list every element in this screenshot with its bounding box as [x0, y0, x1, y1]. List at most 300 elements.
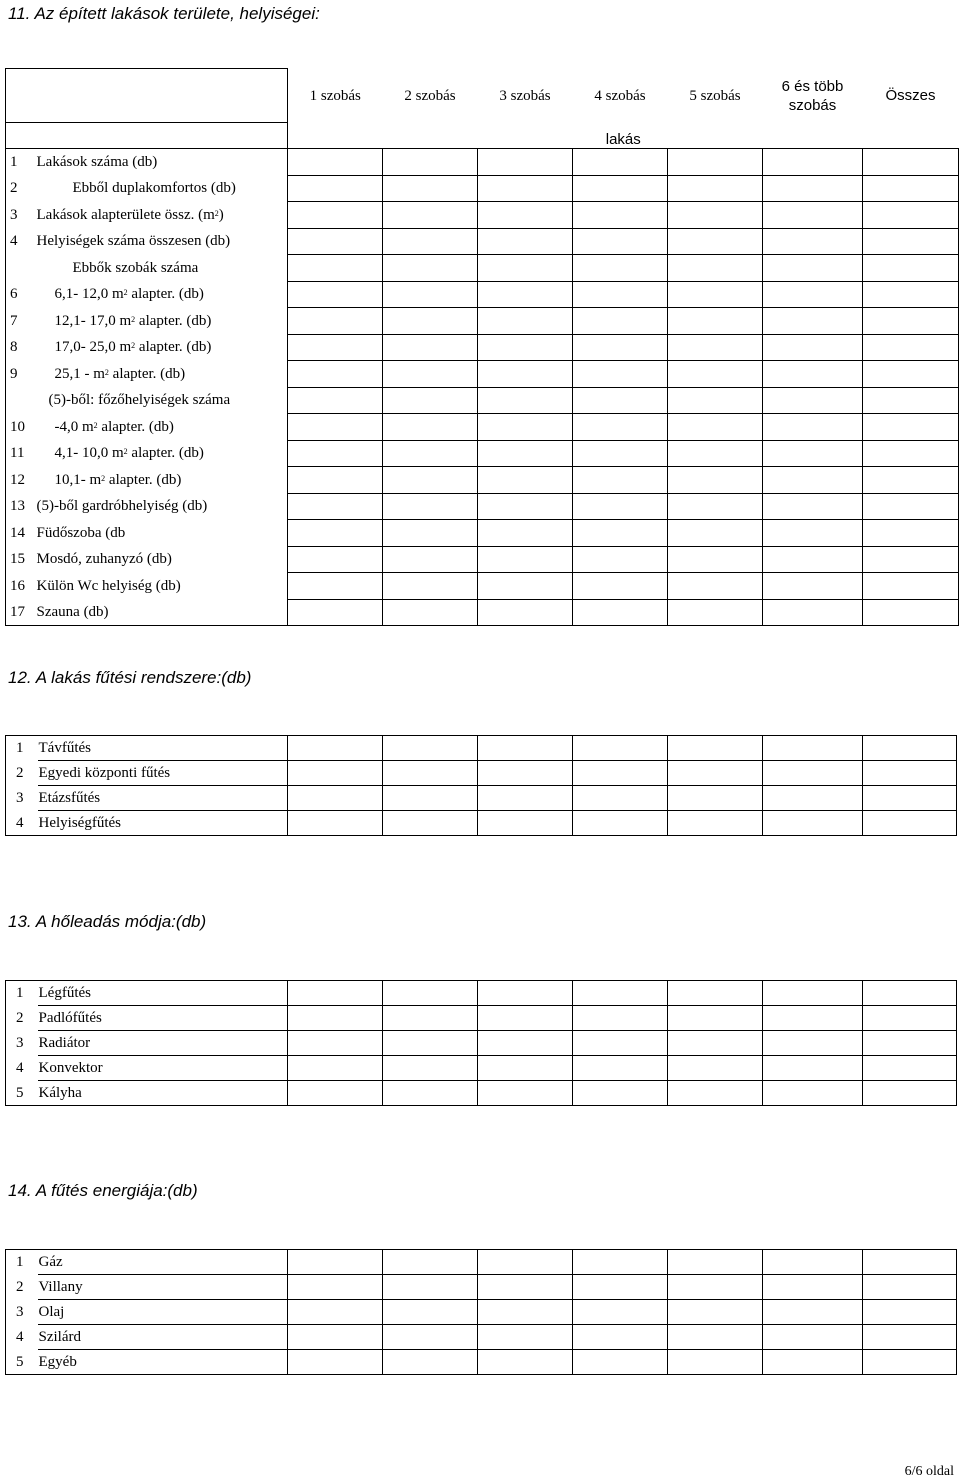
table-row	[6, 811, 957, 836]
input-cell[interactable]	[573, 981, 668, 1006]
input-cell[interactable]	[573, 255, 668, 282]
input-cell[interactable]	[763, 599, 863, 626]
table-row	[6, 440, 959, 467]
input-cell[interactable]	[478, 228, 573, 255]
table-row	[6, 1031, 957, 1056]
input-cell[interactable]	[763, 175, 863, 202]
input-cell[interactable]	[383, 414, 478, 441]
table-row	[6, 1325, 957, 1350]
input-cell[interactable]	[383, 255, 478, 282]
input-cell[interactable]	[573, 573, 668, 600]
row-number: 11	[6, 440, 36, 467]
row-label: Konvektor	[38, 1056, 288, 1081]
input-cell[interactable]	[383, 599, 478, 626]
input-cell[interactable]	[288, 1056, 383, 1081]
input-cell[interactable]	[288, 981, 383, 1006]
input-cell[interactable]	[573, 520, 668, 547]
input-cell[interactable]	[478, 493, 573, 520]
input-cell[interactable]	[478, 255, 573, 282]
row-number: 4	[6, 1056, 38, 1081]
input-cell[interactable]	[573, 1250, 668, 1275]
table-row	[6, 334, 959, 361]
input-cell[interactable]	[478, 414, 573, 441]
row-label: (5)-ből gardróbhelyiség (db)	[36, 493, 288, 520]
input-cell[interactable]	[288, 281, 383, 308]
row-number: 17	[6, 599, 36, 626]
input-cell[interactable]	[573, 786, 668, 811]
input-cell[interactable]	[763, 736, 863, 761]
input-cell[interactable]	[478, 387, 573, 414]
heating-system-table	[5, 735, 957, 836]
input-cell[interactable]	[763, 414, 863, 441]
superscript: 2	[123, 447, 128, 457]
input-cell[interactable]	[478, 736, 573, 761]
input-cell[interactable]	[573, 761, 668, 786]
row-label: Helyiségfűtés	[38, 811, 288, 836]
input-cell[interactable]	[288, 414, 383, 441]
input-cell[interactable]	[763, 255, 863, 282]
input-cell[interactable]	[668, 981, 763, 1006]
input-cell[interactable]	[573, 1300, 668, 1325]
table-row	[6, 308, 959, 335]
table-row	[6, 1056, 957, 1081]
input-cell[interactable]	[668, 255, 763, 282]
input-cell[interactable]	[573, 1325, 668, 1350]
input-cell[interactable]	[763, 1006, 863, 1031]
row-number: 3	[6, 1300, 38, 1325]
input-cell[interactable]	[383, 228, 478, 255]
input-cell[interactable]	[863, 1325, 957, 1350]
column-header: 6 és több szobás	[781, 77, 844, 114]
input-cell[interactable]	[478, 761, 573, 786]
row-label: Külön Wc helyiség (db)	[36, 573, 288, 600]
superscript: 2	[131, 314, 136, 324]
section-13-title: 13. A hőleadás módja:(db)	[8, 912, 207, 931]
input-cell[interactable]	[478, 546, 573, 573]
input-cell[interactable]	[763, 761, 863, 786]
input-cell[interactable]	[863, 1275, 957, 1300]
row-number: 3	[6, 786, 38, 811]
input-cell[interactable]	[383, 520, 478, 547]
area-rooms-table	[5, 68, 959, 626]
input-cell[interactable]	[763, 1275, 863, 1300]
input-cell[interactable]	[288, 467, 383, 494]
input-cell[interactable]	[763, 228, 863, 255]
table-row	[6, 1081, 957, 1106]
input-cell[interactable]	[763, 493, 863, 520]
input-cell[interactable]	[288, 308, 383, 335]
input-cell[interactable]	[478, 599, 573, 626]
input-cell[interactable]	[288, 761, 383, 786]
input-cell[interactable]	[478, 1031, 573, 1056]
input-cell[interactable]	[288, 440, 383, 467]
input-cell[interactable]	[668, 281, 763, 308]
input-cell[interactable]	[383, 387, 478, 414]
input-cell[interactable]	[288, 228, 383, 255]
section-14-title: 14. A fűtés energiája:(db)	[8, 1181, 198, 1200]
row-number: 2	[6, 761, 38, 786]
row-number: 10	[6, 414, 36, 441]
input-cell[interactable]	[763, 811, 863, 836]
input-cell[interactable]	[573, 202, 668, 229]
input-cell[interactable]	[288, 1300, 383, 1325]
input-cell[interactable]	[863, 599, 959, 626]
input-cell[interactable]	[863, 308, 959, 335]
superscript: 2	[214, 208, 219, 218]
input-cell[interactable]	[668, 546, 763, 573]
table-row	[6, 573, 959, 600]
input-cell[interactable]	[383, 573, 478, 600]
input-cell[interactable]	[668, 761, 763, 786]
input-cell[interactable]	[573, 149, 668, 176]
input-cell[interactable]	[573, 546, 668, 573]
input-cell[interactable]	[668, 786, 763, 811]
row-label: Gáz	[38, 1250, 288, 1275]
column-header: 1 szobás	[309, 87, 361, 104]
input-cell[interactable]	[288, 599, 383, 626]
input-cell[interactable]	[668, 573, 763, 600]
input-cell[interactable]	[478, 811, 573, 836]
input-cell[interactable]	[288, 546, 383, 573]
row-number: 7	[6, 308, 36, 335]
input-cell[interactable]	[863, 811, 957, 836]
input-cell[interactable]	[383, 546, 478, 573]
input-cell[interactable]	[288, 520, 383, 547]
input-cell[interactable]	[478, 1006, 573, 1031]
input-cell[interactable]	[478, 1300, 573, 1325]
input-cell[interactable]	[478, 440, 573, 467]
column-header: 2 szobás	[404, 87, 456, 104]
input-cell[interactable]	[863, 149, 959, 176]
row-label: Radiátor	[38, 1031, 288, 1056]
input-cell[interactable]	[383, 493, 478, 520]
input-cell[interactable]	[668, 811, 763, 836]
input-cell[interactable]	[863, 1056, 957, 1081]
input-cell[interactable]	[478, 1350, 573, 1375]
input-cell[interactable]	[478, 361, 573, 388]
row-label: Egyéb	[38, 1350, 288, 1375]
superscript: 2	[101, 473, 106, 483]
input-cell[interactable]	[383, 1350, 478, 1375]
row-number: 3	[6, 202, 36, 229]
input-cell[interactable]	[863, 361, 959, 388]
input-cell[interactable]	[288, 1275, 383, 1300]
input-cell[interactable]	[668, 387, 763, 414]
input-cell[interactable]	[863, 202, 959, 229]
input-cell[interactable]	[478, 1275, 573, 1300]
input-cell[interactable]	[668, 228, 763, 255]
input-cell[interactable]	[763, 281, 863, 308]
input-cell[interactable]	[573, 1275, 668, 1300]
input-cell[interactable]	[478, 520, 573, 547]
input-cell[interactable]	[668, 414, 763, 441]
input-cell[interactable]	[478, 467, 573, 494]
input-cell[interactable]	[383, 981, 478, 1006]
input-cell[interactable]	[863, 467, 959, 494]
input-cell[interactable]	[573, 281, 668, 308]
table-row	[6, 467, 959, 494]
input-cell[interactable]	[763, 1350, 863, 1375]
input-cell[interactable]	[288, 811, 383, 836]
row-number: 2	[6, 175, 36, 202]
input-cell[interactable]	[763, 1031, 863, 1056]
input-cell[interactable]	[288, 361, 383, 388]
table-row	[6, 1250, 957, 1275]
row-label: 17,0- 25,0 $m^2$ alapter. (db)	[36, 334, 288, 361]
input-cell[interactable]	[573, 1081, 668, 1106]
column-header: 3 szobás	[499, 87, 551, 104]
input-cell[interactable]	[763, 1056, 863, 1081]
input-cell[interactable]	[763, 361, 863, 388]
input-cell[interactable]	[383, 175, 478, 202]
table-row	[6, 414, 959, 441]
input-cell[interactable]	[288, 334, 383, 361]
input-cell[interactable]	[383, 1031, 478, 1056]
input-cell[interactable]	[383, 1275, 478, 1300]
input-cell[interactable]	[668, 1300, 763, 1325]
row-number: 5	[6, 1081, 38, 1106]
input-cell[interactable]	[288, 1325, 383, 1350]
input-cell[interactable]	[863, 1031, 957, 1056]
input-cell[interactable]	[573, 228, 668, 255]
input-cell[interactable]	[863, 175, 959, 202]
input-cell[interactable]	[288, 573, 383, 600]
row-number: 1	[6, 1250, 38, 1275]
input-cell[interactable]	[573, 308, 668, 335]
input-cell[interactable]	[383, 440, 478, 467]
table-row	[6, 228, 959, 255]
input-cell[interactable]	[763, 1081, 863, 1106]
input-cell[interactable]	[573, 361, 668, 388]
input-cell[interactable]	[288, 1081, 383, 1106]
input-cell[interactable]	[383, 202, 478, 229]
input-cell[interactable]	[863, 761, 957, 786]
input-cell[interactable]	[288, 786, 383, 811]
table-row	[6, 1300, 957, 1325]
input-cell[interactable]	[668, 599, 763, 626]
input-cell[interactable]	[383, 736, 478, 761]
input-cell[interactable]	[863, 1350, 957, 1375]
input-cell[interactable]	[288, 1006, 383, 1031]
input-cell[interactable]	[763, 1300, 863, 1325]
input-cell[interactable]	[573, 334, 668, 361]
input-cell[interactable]	[478, 786, 573, 811]
input-cell[interactable]	[573, 1006, 668, 1031]
input-cell[interactable]	[383, 1300, 478, 1325]
table-row	[6, 387, 959, 414]
input-cell[interactable]	[763, 1250, 863, 1275]
input-cell[interactable]	[383, 811, 478, 836]
subheader-row	[6, 123, 959, 149]
input-cell[interactable]	[668, 493, 763, 520]
input-cell[interactable]	[668, 1275, 763, 1300]
input-cell[interactable]	[668, 1031, 763, 1056]
input-cell[interactable]	[573, 175, 668, 202]
input-cell[interactable]	[763, 981, 863, 1006]
input-cell[interactable]	[288, 175, 383, 202]
input-cell[interactable]	[668, 467, 763, 494]
input-cell[interactable]	[573, 414, 668, 441]
subheader-lakas: lakás	[605, 131, 641, 148]
input-cell[interactable]	[573, 1056, 668, 1081]
input-cell[interactable]	[573, 1031, 668, 1056]
input-cell[interactable]	[573, 387, 668, 414]
row-label: Ebbők szobák száma	[36, 255, 288, 282]
row-label: Mosdó, zuhanyzó (db)	[36, 546, 288, 573]
input-cell[interactable]	[668, 736, 763, 761]
superscript: 2	[93, 420, 98, 430]
input-cell[interactable]	[383, 281, 478, 308]
input-cell[interactable]	[478, 1325, 573, 1350]
input-cell[interactable]	[573, 811, 668, 836]
input-cell[interactable]	[288, 387, 383, 414]
input-cell[interactable]	[763, 334, 863, 361]
row-number: 4	[6, 811, 38, 836]
input-cell[interactable]	[573, 736, 668, 761]
table-row	[6, 520, 959, 547]
input-cell[interactable]	[668, 149, 763, 176]
input-cell[interactable]	[763, 786, 863, 811]
input-cell[interactable]	[288, 202, 383, 229]
table-row	[6, 202, 959, 229]
input-cell[interactable]	[478, 202, 573, 229]
input-cell[interactable]	[763, 440, 863, 467]
input-cell[interactable]	[383, 1056, 478, 1081]
column-header: 5 szobás	[689, 87, 741, 104]
table-row	[6, 361, 959, 388]
row-number: 5	[6, 1350, 38, 1375]
input-cell[interactable]	[383, 467, 478, 494]
subheader-corner	[6, 123, 288, 149]
input-cell[interactable]	[863, 281, 959, 308]
input-cell[interactable]	[288, 1250, 383, 1275]
row-label: 6,1- 12,0 $m^2$ alapter. (db)	[36, 281, 288, 308]
input-cell[interactable]	[478, 981, 573, 1006]
input-cell[interactable]	[668, 361, 763, 388]
input-cell[interactable]	[383, 149, 478, 176]
table-row	[6, 281, 959, 308]
section-12-title: 12. A lakás fűtési rendszere:(db)	[8, 668, 252, 687]
input-cell[interactable]	[383, 1081, 478, 1106]
input-cell[interactable]	[863, 414, 959, 441]
input-cell[interactable]	[668, 1350, 763, 1375]
input-cell[interactable]	[668, 1056, 763, 1081]
input-cell[interactable]	[863, 440, 959, 467]
input-cell[interactable]	[478, 175, 573, 202]
row-label: 4,1- 10,0 $m^2$ alapter. (db)	[36, 440, 288, 467]
input-cell[interactable]	[478, 573, 573, 600]
input-cell[interactable]	[763, 1325, 863, 1350]
input-cell[interactable]	[763, 573, 863, 600]
row-label: $25,1 - m^2$ alapter. (db)	[36, 361, 288, 388]
input-cell[interactable]	[383, 361, 478, 388]
input-cell[interactable]	[383, 1250, 478, 1275]
table-row	[6, 981, 957, 1006]
input-cell[interactable]	[478, 281, 573, 308]
input-cell[interactable]	[763, 546, 863, 573]
input-cell[interactable]	[863, 1300, 957, 1325]
header-corner	[6, 69, 288, 123]
input-cell[interactable]	[863, 546, 959, 573]
input-cell[interactable]	[383, 1325, 478, 1350]
input-cell[interactable]	[763, 202, 863, 229]
input-cell[interactable]	[288, 149, 383, 176]
input-cell[interactable]	[383, 786, 478, 811]
input-cell[interactable]	[383, 761, 478, 786]
row-number: 9	[6, 361, 36, 388]
input-cell[interactable]	[763, 308, 863, 335]
input-cell[interactable]	[288, 1031, 383, 1056]
input-cell[interactable]	[668, 1081, 763, 1106]
input-cell[interactable]	[668, 520, 763, 547]
input-cell[interactable]	[668, 1325, 763, 1350]
row-number: 4	[6, 228, 36, 255]
row-label: Helyiségek száma összesen (db)	[36, 228, 288, 255]
input-cell[interactable]	[863, 334, 959, 361]
input-cell[interactable]	[863, 493, 959, 520]
input-cell[interactable]	[573, 1350, 668, 1375]
input-cell[interactable]	[573, 440, 668, 467]
input-cell[interactable]	[288, 736, 383, 761]
input-cell[interactable]	[763, 149, 863, 176]
row-label: 12,1- 17,0 $m^2$ alapter. (db)	[36, 308, 288, 335]
input-cell[interactable]	[863, 573, 959, 600]
row-label: Füdőszoba (db	[36, 520, 288, 547]
input-cell[interactable]	[863, 736, 957, 761]
input-cell[interactable]	[478, 1081, 573, 1106]
section-11-title: 11. Az épített lakások területe, helyiségei:	[8, 4, 320, 23]
input-cell[interactable]	[573, 599, 668, 626]
input-cell[interactable]	[383, 334, 478, 361]
input-cell[interactable]	[863, 387, 959, 414]
heating-energy-table	[5, 1249, 957, 1375]
input-cell[interactable]	[863, 228, 959, 255]
input-cell[interactable]	[863, 1006, 957, 1031]
input-cell[interactable]	[668, 1250, 763, 1275]
input-cell[interactable]	[863, 786, 957, 811]
input-cell[interactable]	[863, 981, 957, 1006]
input-cell[interactable]	[668, 440, 763, 467]
column-header: 4 szobás	[594, 87, 646, 104]
row-number: 13	[6, 493, 36, 520]
input-cell[interactable]	[863, 1081, 957, 1106]
input-cell[interactable]	[763, 520, 863, 547]
input-cell[interactable]	[288, 255, 383, 282]
input-cell[interactable]	[668, 334, 763, 361]
input-cell[interactable]	[573, 493, 668, 520]
input-cell[interactable]	[863, 255, 959, 282]
input-cell[interactable]	[573, 467, 668, 494]
input-cell[interactable]	[288, 493, 383, 520]
input-cell[interactable]	[668, 1006, 763, 1031]
input-cell[interactable]	[863, 1250, 957, 1275]
input-cell[interactable]	[668, 175, 763, 202]
input-cell[interactable]	[478, 1250, 573, 1275]
input-cell[interactable]	[763, 387, 863, 414]
input-cell[interactable]	[383, 1006, 478, 1031]
input-cell[interactable]	[383, 308, 478, 335]
input-cell[interactable]	[863, 520, 959, 547]
row-number: 6	[6, 281, 36, 308]
input-cell[interactable]	[668, 308, 763, 335]
input-cell[interactable]	[478, 334, 573, 361]
input-cell[interactable]	[288, 1350, 383, 1375]
input-cell[interactable]	[478, 149, 573, 176]
input-cell[interactable]	[668, 202, 763, 229]
input-cell[interactable]	[478, 308, 573, 335]
input-cell[interactable]	[478, 1056, 573, 1081]
input-cell[interactable]	[763, 467, 863, 494]
